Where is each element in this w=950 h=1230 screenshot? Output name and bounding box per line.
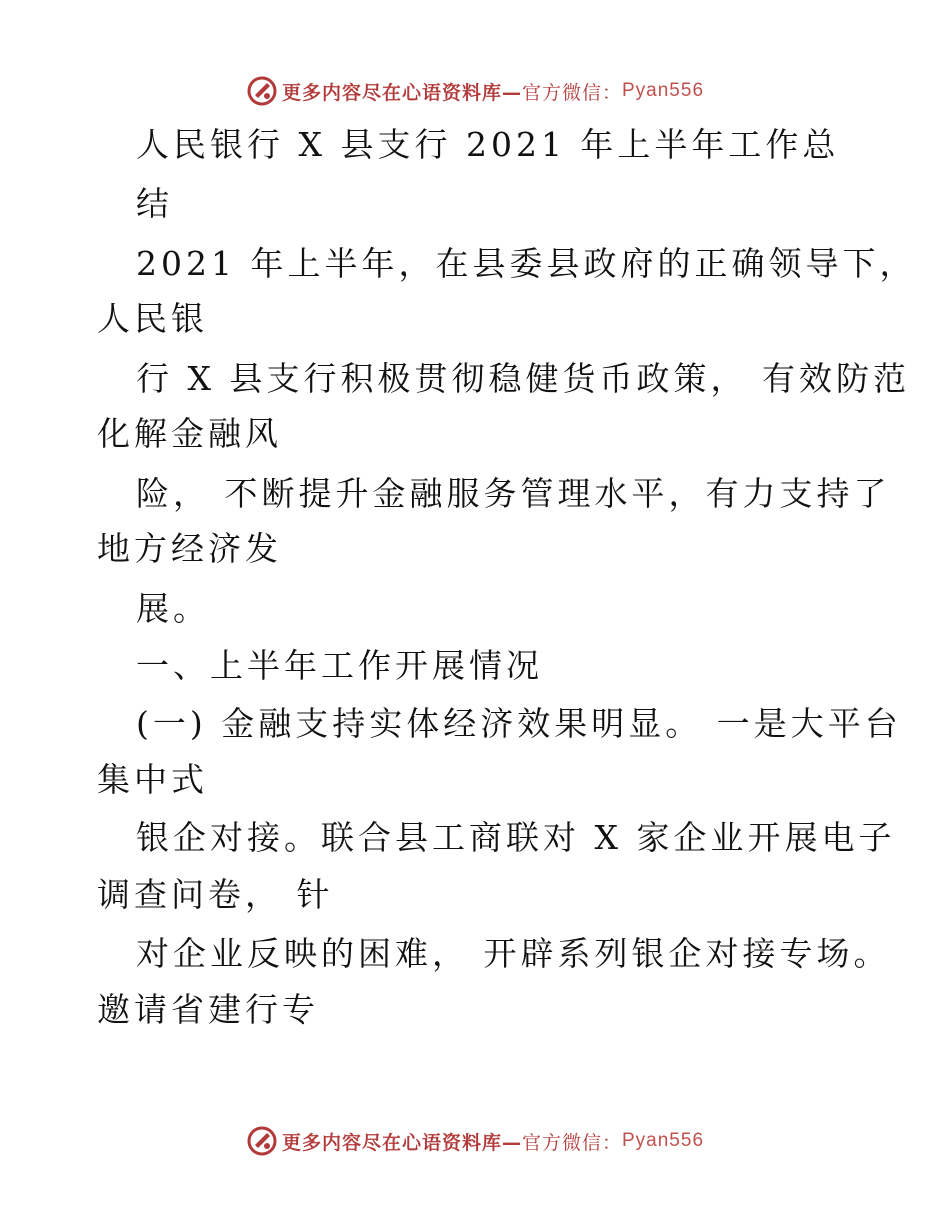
paragraph-line: 地方经济发 [97,529,282,568]
paragraph-line: 调查问卷， 针 [97,875,334,914]
paragraph-line: 化解金融风 [97,414,282,453]
paragraph-line: 行 X 县支行积极贯彻稳健货币政策， 有效防范 [136,359,910,398]
paragraph-line: 险， 不断提升金融服务管理水平，有力支持了 [136,474,891,513]
watermark-wechat-id: Pyan556 [622,80,705,101]
paragraph-line: 展。 [136,589,210,628]
paragraph-line: 集中式 [97,760,208,799]
seal-logo-icon [246,75,278,107]
document-title-line-1: 人民银行 X 县支行 2021 年上半年工作总 [136,125,840,164]
seal-logo-icon [246,1125,278,1157]
paragraph-line: 人民银 [97,299,208,338]
watermark-site-text: 更多内容尽在心语资料库— [281,1131,522,1154]
paragraph-line: 对企业反映的困难， 开辟系列银企对接专场。 [136,934,891,973]
watermark-wechat-label: 官方微信： [521,1131,622,1154]
paragraph-line: 2021 年上半年，在县委县政府的正确领导下， [136,244,917,283]
section-heading: 一、上半年工作开展情况 [136,646,543,685]
watermark-site-text: 更多内容尽在心语资料库— [281,81,522,104]
paragraph-line: 银企对接。联合县工商联对 X 家企业开展电子 [136,818,896,857]
watermark-wechat-id: Pyan556 [622,1130,705,1151]
header-watermark [0,71,950,111]
footer-watermark [0,1121,950,1161]
document-title-line-2: 结 [136,184,173,223]
watermark-wechat-label: 官方微信： [521,81,622,104]
paragraph-line: (一) 金融支持实体经济效果明显。 一是大平台 [136,704,902,743]
paragraph-line: 邀请省建行专 [97,990,319,1029]
